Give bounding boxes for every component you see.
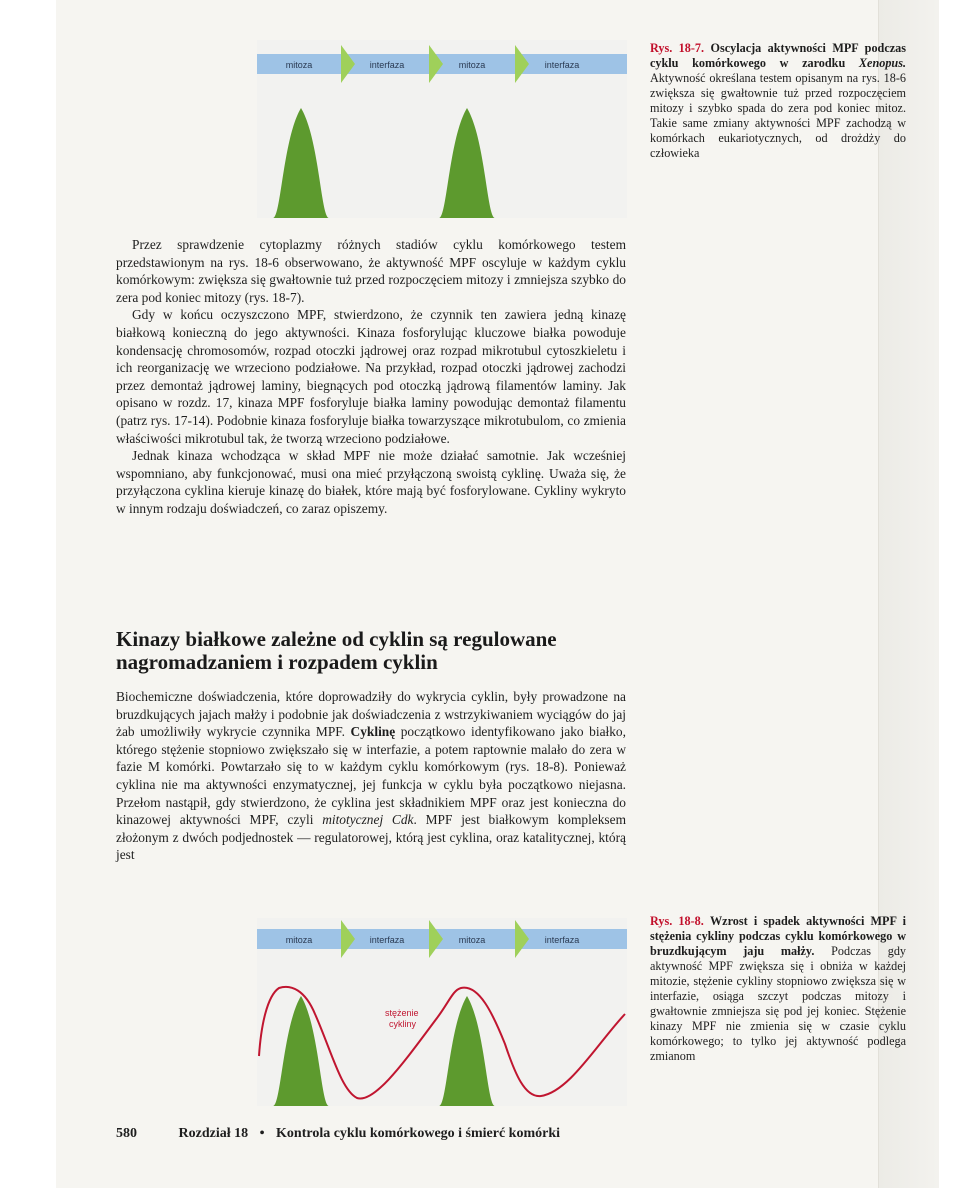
body-text-section-1 — [116, 236, 626, 518]
page-footer — [116, 1126, 636, 1142]
figure-18-8-caption — [650, 914, 906, 1064]
paragraph-text: Biochemiczne doświadczenia, które doprowadziły do wykrycia cyklin, były prowadzone na bruzdkujących jajach małży i podobnie jak doświadczenia z wstrzykiwaniem wyciągów do jaj żab umożliwiły wykrycie czynnika MPF. — [116, 689, 626, 740]
term-mitotic-cdk: mitotycznej Cdk — [322, 812, 414, 828]
phase-label-interphase: interfaza — [544, 60, 580, 70]
figure-18-8 — [257, 918, 627, 1106]
paragraph-text: początkowo identyfikowano jako białko, którego stężenie stopniowo zwiększało się w interfazie, a potem raptownie malało do zera w fazie M komórki. Powtarzało się to w każdym cyklu komórkowym (rys. 18-8). Ponieważ cyklina nie ma aktywności enzymatycznej, jej funkcja w cyklu była początkowo niejasna. Przełom nastąpił, gdy stwierdzono, że cyklina jest składnikiem MPF oraz jest konieczna do kinazowej aktywności MPF, czyli — [116, 724, 626, 828]
page-number: 580 — [116, 1126, 137, 1141]
paragraph: Przez sprawdzenie cytoplazmy różnych stadiów cyklu komórkowego testem przedstawionym na rys. 18-6 obserwowano, że aktywność MPF oscyluje w każdym cyklu komórkowym: zwiększa się gwałtownie tuż przed rozpoczęciem mitozy i zmniejsza szybko do zera pod koniec mitozy (rys. 18-7). — [116, 237, 626, 305]
phase-label-mitosis: mitoza — [285, 60, 313, 70]
figure-18-7-caption — [650, 41, 906, 161]
phase-label-mitosis: mitoza — [458, 935, 486, 945]
phase-label-interphase: interfaza — [369, 935, 405, 945]
caption-number: Rys. 18-7. — [650, 41, 705, 55]
section-heading: Kinazy białkowe zależne od cyklin są regulowane nagromadzaniem i rozpadem cyklin — [116, 627, 557, 674]
caption-title: Wzrost i spadek aktywności MPF i stężenia cykliny podczas cyklu komórkowego w bruzdkującym jaju małży. — [650, 914, 906, 958]
phase-label-interphase: interfaza — [369, 60, 405, 70]
caption-title: Oscylacja aktywności MPF podczas cyklu komórkowego w zarodku — [650, 41, 906, 70]
curve-label-line2: cykliny — [389, 1019, 417, 1029]
paragraph: Gdy w końcu oczyszczono MPF, stwierdzono, że czynnik ten zawiera jedną kinazę białkową konieczną do jego aktywności. Kinaza fosforylując kluczowe białka powoduje kondensację chromosomów, rozpad otoczki jądrowej oraz rozpad mikrotubul cytoszkieletu i ich reorganizację we wrzeciono podziałowe. Na przykład, rozpad otoczki jądrowej zachodzi przez demontaż jądrowej laminy, biegnących pod otoczką jądrową filamentów laminy. Jak opisano w rozdz. 17, kinaza MPF fosforyluje białka laminy powodując demontaż filamentu (patrz rys. 17-14). Podobnie kinaza fosforyluje białka towarzyszące mikrotubulom, co zmienia właściwości mikrotubul tak, że tworzą wrzeciono podziałowe. — [116, 307, 626, 446]
mpf-cyclin-diagram — [257, 918, 627, 1106]
curve-label-line1: stężenie — [385, 1008, 419, 1018]
caption-number: Rys. 18-8. — [650, 914, 704, 928]
phase-label-mitosis: mitoza — [458, 60, 486, 70]
caption-species: Xenopus. — [858, 56, 906, 70]
paragraph — [116, 688, 626, 864]
footer-bullet: • — [259, 1126, 265, 1141]
figure-18-7 — [257, 40, 627, 218]
term-cyclin: Cyklinę — [350, 724, 396, 740]
chapter-label: Rozdział 18 — [178, 1126, 249, 1141]
paragraph: Jednak kinaza wchodząca w skład MPF nie może działać samotnie. Jak wcześniej wspomniano, aby funkcjonować, musi ona mieć przyłączoną swoistą cyklinę. Uważa się, że przyłączona cyklina kieruje kinazę do białek, które mają być fosforylowane. Cykliny wykryto w innym rodzaju doświadczeń, co zaraz opiszemy. — [116, 448, 626, 516]
caption-text: Podczas gdy aktywność MPF zwiększa się i obniża w każdej mitozie, stężenie cykliny stopniowo zwiększa się w interfazie, osiąga szczyt podczas mitozy i gwałtownie zmniejsza się pod jej koniec. Stężenie kinazy MPF nie zmienia się w czasie cyklu komórkowego; to tylko jej aktywność podlega zmianom — [650, 944, 907, 1063]
phase-label-interphase: interfaza — [544, 935, 580, 945]
paragraph-text: . MPF jest białkowym kompleksem złożonym z dwóch podjednostek — regulatorowej, którą jest cyklina, oraz katalitycznej, którą jest — [116, 812, 626, 863]
body-text-section-2 — [116, 688, 626, 864]
chapter-title: Kontrola cyklu komórkowego i śmierć komórki — [276, 1126, 561, 1141]
phase-label-mitosis: mitoza — [285, 935, 313, 945]
caption-text: Aktywność określana testem opisanym na rys. 18-6 zwiększa się gwałtownie tuż przed rozpoczęciem mitozy i szybko spada do zera pod koniec mitoz. Takie same zmiany aktywności MPF zachodzą w komórkach eukariotycznych, od drożdży do człowieka — [650, 71, 906, 160]
mpf-activity-diagram — [257, 40, 627, 218]
